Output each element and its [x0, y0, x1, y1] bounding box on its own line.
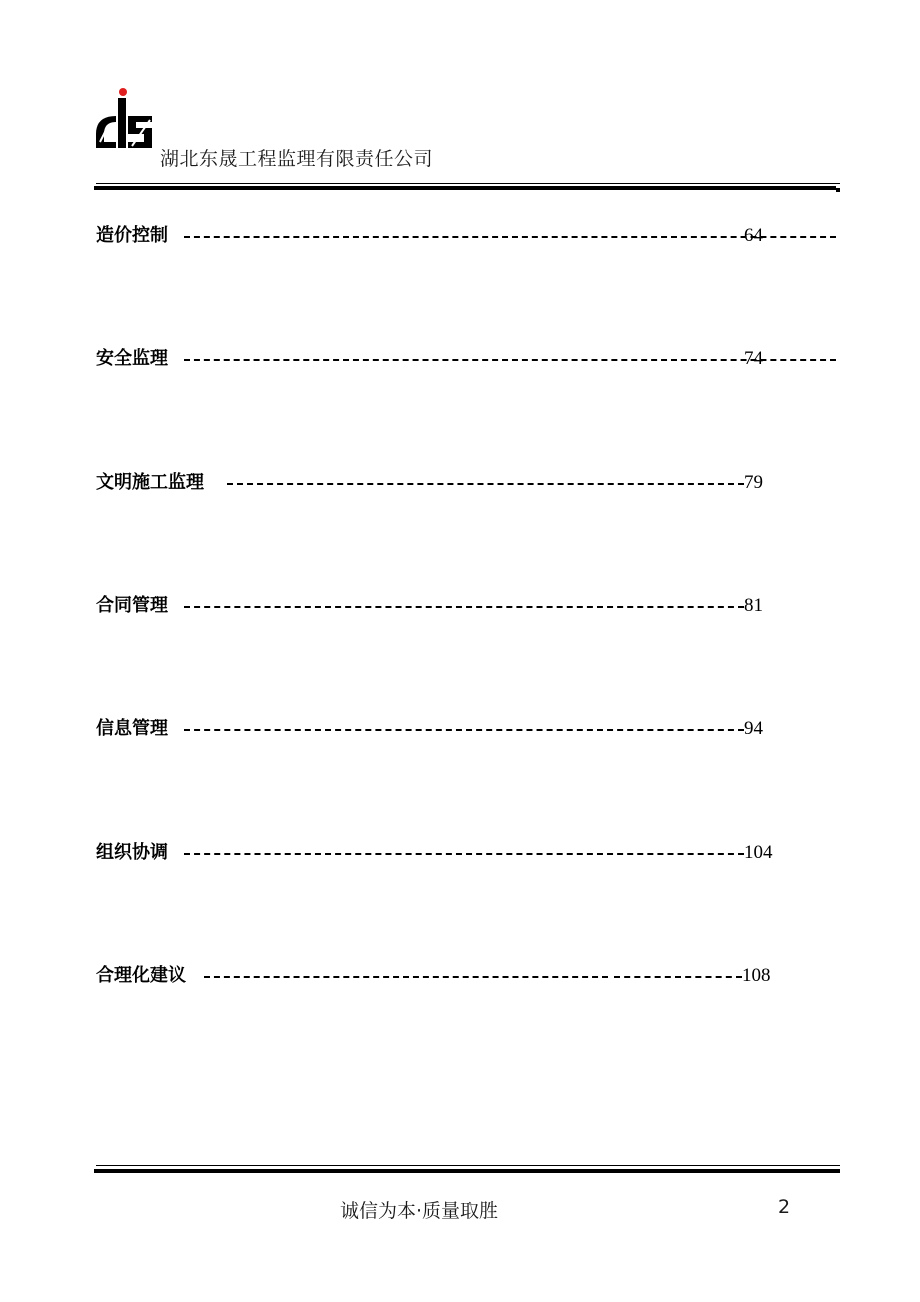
toc-page-number: 74 [744, 348, 763, 369]
toc-row[interactable] [96, 223, 796, 249]
footer-page-number: 2 [778, 1196, 791, 1218]
svg-text:DS: DS [154, 150, 156, 151]
toc-leader [614, 976, 742, 978]
toc-leader [227, 483, 744, 485]
logo-dot [119, 88, 127, 96]
footer-rule-thin [96, 1165, 840, 1166]
toc-leader [184, 606, 744, 608]
toc-page-number: 79 [744, 472, 763, 493]
toc-title: 组织协调 [96, 842, 168, 863]
company-name: 湖北东晟工程监理有限责任公司 [160, 148, 434, 170]
toc-leader [184, 729, 744, 731]
toc-page-number: 81 [744, 595, 763, 616]
toc-leader [184, 853, 744, 855]
toc-title: 合同管理 [96, 595, 168, 616]
toc-title: 文明施工监理 [96, 472, 204, 493]
toc-row[interactable] [96, 963, 796, 989]
toc-row[interactable] [96, 840, 796, 866]
toc-page-number: 94 [744, 718, 763, 739]
toc-row[interactable] [96, 716, 796, 742]
company-logo [94, 86, 154, 150]
toc-page-number: 104 [744, 842, 773, 863]
toc-title: 信息管理 [96, 718, 168, 739]
toc-row[interactable] [96, 470, 796, 496]
toc-row[interactable] [96, 346, 796, 372]
toc-leader [184, 236, 836, 238]
header-rule-thick [94, 186, 836, 190]
header-rule-thin [96, 183, 840, 184]
toc-title: 合理化建议 [96, 965, 186, 986]
toc-page-number: 108 [742, 965, 771, 986]
toc-page-number: 64 [744, 225, 763, 246]
footer-rule-thick [94, 1169, 840, 1173]
toc-title: 安全监理 [96, 348, 168, 369]
toc-row[interactable] [96, 593, 796, 619]
footer-slogan: 诚信为本·质量取胜 [340, 1200, 499, 1222]
header-rule-shadow [836, 188, 840, 192]
toc-title: 造价控制 [96, 225, 168, 246]
toc-leader [204, 976, 608, 978]
toc-leader [184, 359, 836, 361]
